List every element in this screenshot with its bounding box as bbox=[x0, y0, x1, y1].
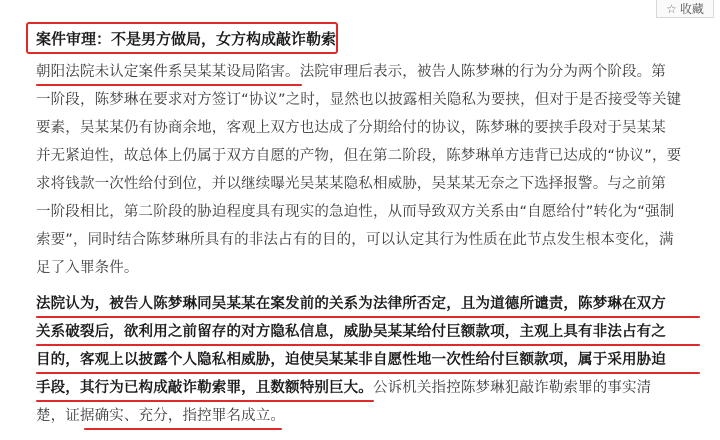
star-icon: ☆ bbox=[666, 1, 677, 16]
paragraph-line bbox=[36, 350, 666, 370]
annotation-underline bbox=[84, 428, 282, 430]
paragraph-line bbox=[36, 118, 666, 138]
text-segment: 求将钱款一次性给付到位，并以继续曝光吴某某隐私相威胁，吴某某无奈之下选择报警。与之前第 bbox=[36, 176, 666, 192]
paragraph-line bbox=[36, 294, 666, 314]
text-segment: 足了入罪条件。 bbox=[36, 260, 139, 276]
text-segment: 公诉机关指控陈梦琳犯敲诈勒索罪的事实清 bbox=[372, 380, 652, 396]
annotation-underline bbox=[36, 316, 700, 318]
paragraph-line bbox=[36, 406, 285, 426]
paragraph-line bbox=[36, 202, 674, 222]
text-segment: 朝阳法院未认定案件系吴某某设局陷害。 bbox=[36, 64, 300, 80]
paragraph-line bbox=[36, 378, 651, 398]
annotation-underline bbox=[36, 372, 700, 374]
paragraph-line bbox=[36, 174, 666, 194]
section-heading: 案件审理：不是男方做局，女方构成敲诈勒索 bbox=[36, 30, 337, 48]
text-segment: 关系破裂后，欲利用之前留存的对方隐私信息，威胁吴某某给付巨额款项，主观上具有非法占有之 bbox=[36, 324, 666, 340]
paragraph-line bbox=[36, 230, 674, 250]
text-segment: 法院审理后表示，被告人陈梦琳的行为分为两个阶段。第 bbox=[299, 64, 666, 80]
text-segment: 并无紧迫性，故总体上仍属于双方自愿的产物，但在第二阶段，陈梦琳单方违背已达成的“协议”，要 bbox=[36, 148, 682, 164]
paragraph-line bbox=[36, 258, 139, 278]
text-segment: 一阶段相比，第二阶段的胁迫程度具有现实的急迫性，从而导致双方关系由“自愿给付”转化为“强制 bbox=[36, 204, 675, 220]
paragraph-line bbox=[36, 90, 681, 110]
favorite-label: 收藏 bbox=[679, 2, 704, 16]
text-segment: 索要”，同时结合陈梦琳所具有的非法占有的目的，可以认定其行为性质在此节点发生根本变化，满 bbox=[36, 232, 674, 248]
paragraph-line bbox=[36, 146, 681, 166]
text-segment: 楚，证据确实、充分，指控罪名成立。 bbox=[36, 408, 286, 424]
paragraph-line bbox=[36, 322, 666, 342]
paragraph-line bbox=[36, 62, 666, 82]
text-segment: 一阶段，陈梦琳在要求对方签订“协议”之时，显然也以披露相关隐私为要挟，但对于是否接受等关键 bbox=[36, 92, 682, 108]
annotation-underline bbox=[36, 84, 302, 86]
text-segment: 要素，吴某某仍有协商余地，客观上双方也达成了分期给付的协议，陈梦琳的要挟手段对于吴某某 bbox=[36, 120, 666, 136]
annotation-underline bbox=[36, 400, 374, 402]
annotation-underline bbox=[36, 344, 700, 346]
favorite-button[interactable] bbox=[656, 0, 714, 18]
text-segment: 目的，客观上以披露个人隐私相威胁，迫使吴某某非自愿性地一次性给付巨额款项，属于采用胁迫 bbox=[36, 352, 666, 368]
text-segment: 手段，其行为已构成敲诈勒索罪，且数额特别巨大。 bbox=[36, 380, 373, 396]
text-segment: 法院认为，被告人陈梦琳同吴某某在案发前的关系为法律所否定，且为道德所谴责，陈梦琳在双方 bbox=[36, 296, 666, 312]
